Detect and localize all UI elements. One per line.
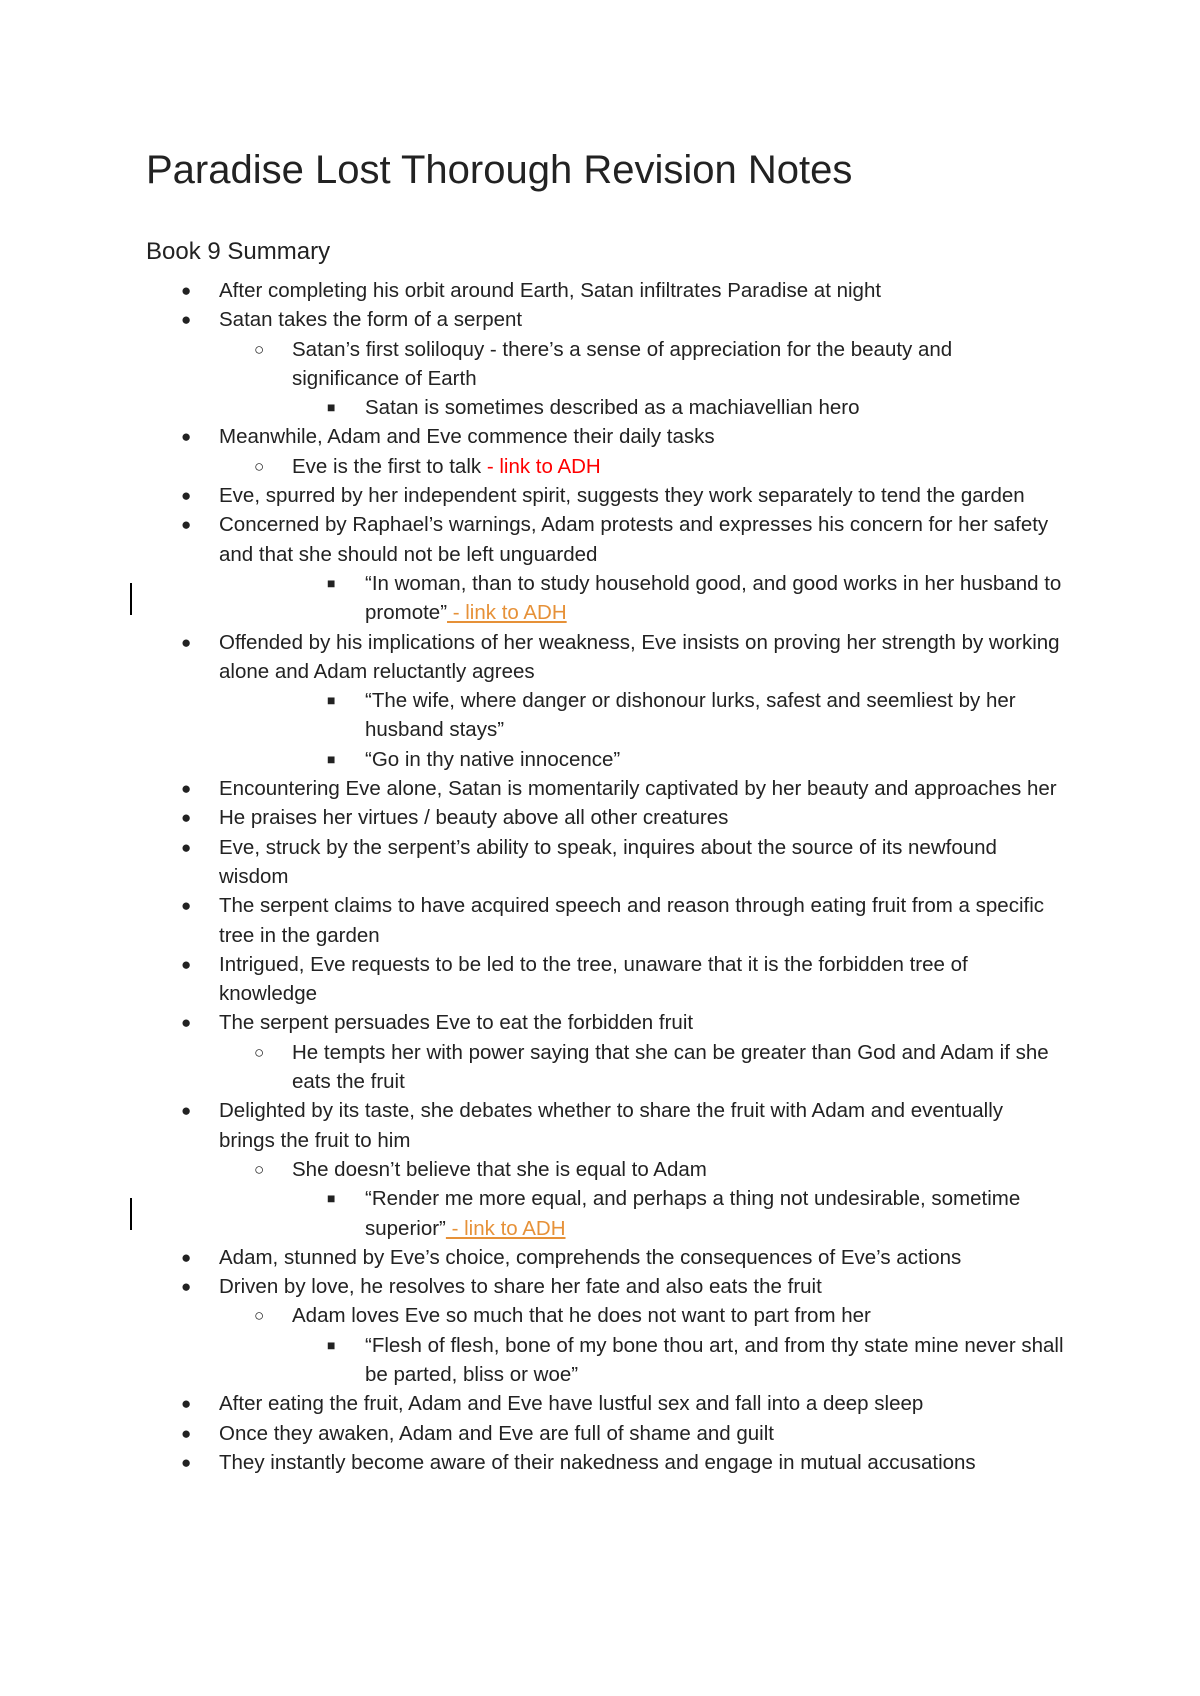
list-item-text: After completing his orbit around Earth, Satan infiltrates Paradise at night [219, 279, 882, 302]
list-item [0, 686, 1064, 745]
list-item-text: The serpent persuades Eve to eat the forbidden fruit [219, 1011, 694, 1035]
list-item [0, 1155, 1064, 1184]
bullet-marker-icon: ● [181, 1394, 192, 1414]
list-item-text: Satan’s first soliloquy - there’s a sense of appreciation for the beauty and significance of Earth [292, 337, 953, 390]
list-item [0, 1419, 1064, 1448]
list-item-text: Eve, spurred by her independent spirit, suggests they work separately to tend the garden [219, 484, 1025, 508]
list-item [0, 891, 1064, 950]
list-item-text: “Render me more equal, and perhaps a thing not undesirable, sometime superior” [365, 1187, 1021, 1240]
list-item [0, 833, 1064, 892]
bullet-marker-icon: ● [181, 515, 192, 535]
list-item-text: Satan takes the form of a serpent [219, 308, 523, 332]
list-item [0, 305, 1064, 334]
list-item [0, 481, 1064, 510]
list-item [0, 1243, 1064, 1272]
bullet-marker-icon: ■ [327, 692, 336, 709]
list-item-text: Eve is the first to talk [292, 454, 482, 478]
change-bar [130, 1198, 132, 1230]
list-item-text: Adam, stunned by Eve’s choice, comprehends the consequences of Eve’s actions [219, 1245, 962, 1269]
list-item-text: The serpent claims to have acquired speech and reason through eating fruit from a specific tree in the garden [219, 894, 1045, 947]
list-item-text: Driven by love, he resolves to share her fate and also eats the fruit [219, 1275, 822, 1299]
list-item-text: He tempts her with power saying that she can be greater than God and Adam if she eats the fruit [292, 1040, 1049, 1094]
list-item [0, 1096, 1064, 1155]
list-item-text: Adam loves Eve so much that he does not want to part from her [292, 1304, 871, 1328]
list-item-text: Delighted by its taste, she debates whether to share the fruit with Adam and eventually brings the fruit to him [219, 1099, 1004, 1152]
list-item-text: Encountering Eve alone, Satan is momentarily captivated by her beauty and approaches her [219, 777, 1057, 801]
list-item-text: Once they awaken, Adam and Eve are full of shame and guilt [219, 1421, 774, 1445]
bullet-marker-icon: ● [181, 1452, 192, 1472]
list-item-text: Meanwhile, Adam and Eve commence their daily tasks [219, 425, 715, 449]
list-item-text: Eve, struck by the serpent’s ability to speak, inquires about the source of its newfound wisdom [219, 835, 997, 888]
bullet-marker-icon: ● [181, 486, 192, 506]
bullet-marker-icon: ● [181, 632, 192, 652]
list-item [0, 950, 1064, 1009]
list-item [0, 335, 1064, 394]
list-item [0, 1448, 1064, 1477]
page-title: Paradise Lost Thorough Revision Notes [146, 148, 853, 192]
bullet-marker-icon: ● [181, 779, 192, 799]
list-item [0, 745, 1064, 774]
list-item-text: Offended by his implications of her weakness, Eve insists on proving her strength by working alone and Adam reluctantly agrees [219, 630, 1060, 683]
list-item [0, 1038, 1064, 1097]
section-heading: Book 9 Summary [146, 238, 331, 265]
bullet-marker-icon: ○ [254, 456, 265, 476]
bullet-marker-icon: ● [181, 1013, 192, 1033]
bullet-marker-icon: ■ [327, 399, 336, 416]
list-item [0, 1272, 1064, 1301]
adh-link[interactable]: - link to ADH [445, 1216, 566, 1240]
list-item [0, 1301, 1064, 1330]
bullet-marker-icon: ● [181, 837, 192, 857]
list-item-text: They instantly become aware of their nakedness and engage in mutual accusations [219, 1450, 976, 1474]
bullet-marker-icon: ● [181, 310, 192, 330]
bullet-marker-icon: ○ [254, 339, 265, 359]
notes-list [0, 276, 1200, 1477]
bullet-marker-icon: ● [181, 808, 192, 828]
bullet-marker-icon: ● [181, 954, 192, 974]
adh-link[interactable]: - link to ADH [481, 454, 601, 478]
list-item [0, 510, 1064, 569]
bullet-marker-icon: ○ [254, 1159, 265, 1179]
list-item [0, 569, 1064, 628]
bullet-marker-icon: ● [181, 281, 192, 300]
list-item [0, 1389, 1064, 1418]
list-item [0, 1008, 1064, 1037]
list-item-text: Intrigued, Eve requests to be led to the tree, unaware that it is the forbidden tree of knowledge [219, 952, 968, 1006]
change-bar [130, 583, 132, 615]
list-item-text: “In woman, than to study household good, and good works in her husband to promote” [365, 571, 1062, 625]
list-item-text: After eating the fruit, Adam and Eve have lustful sex and fall into a deep sleep [219, 1392, 924, 1416]
list-item-text: “Flesh of flesh, bone of my bone thou art, and from thy state mine never shall be parted, bliss or woe” [365, 1333, 1064, 1386]
list-item [0, 393, 1064, 422]
list-item-text: He praises her virtues / beauty above all other creatures [219, 806, 729, 830]
bullet-marker-icon: ● [181, 1277, 192, 1297]
bullet-marker-icon: ■ [327, 750, 336, 767]
list-item [0, 774, 1064, 803]
bullet-marker-icon: ● [181, 1247, 192, 1267]
list-item-text: Satan is sometimes described as a machiavellian hero [365, 396, 860, 420]
bullet-marker-icon: ○ [254, 1306, 265, 1326]
bullet-marker-icon: ○ [254, 1042, 265, 1062]
bullet-marker-icon: ■ [327, 1336, 336, 1353]
bullet-marker-icon: ■ [327, 1190, 336, 1207]
list-item [0, 628, 1064, 687]
list-item [0, 422, 1064, 451]
list-item-text: “The wife, where danger or dishonour lurks, safest and seemliest by her husband stays” [365, 689, 1016, 742]
list-item [0, 452, 1064, 481]
adh-link[interactable]: - link to ADH [447, 601, 567, 625]
list-item [0, 276, 1064, 305]
list-item-text: “Go in thy native innocence” [365, 747, 621, 771]
bullet-marker-icon: ● [181, 1423, 192, 1443]
bullet-marker-icon: ● [181, 1101, 192, 1121]
bullet-marker-icon: ● [181, 427, 192, 447]
list-item [0, 1331, 1064, 1390]
list-item-text: Concerned by Raphael’s warnings, Adam protests and expresses his concern for her safety and that she should not be left unguarded [219, 513, 1049, 566]
list-item [0, 1184, 1064, 1243]
bullet-marker-icon: ■ [327, 574, 336, 591]
list-item [0, 803, 1064, 832]
bullet-marker-icon: ● [181, 896, 192, 916]
list-item-text: She doesn’t believe that she is equal to Adam [292, 1157, 707, 1181]
